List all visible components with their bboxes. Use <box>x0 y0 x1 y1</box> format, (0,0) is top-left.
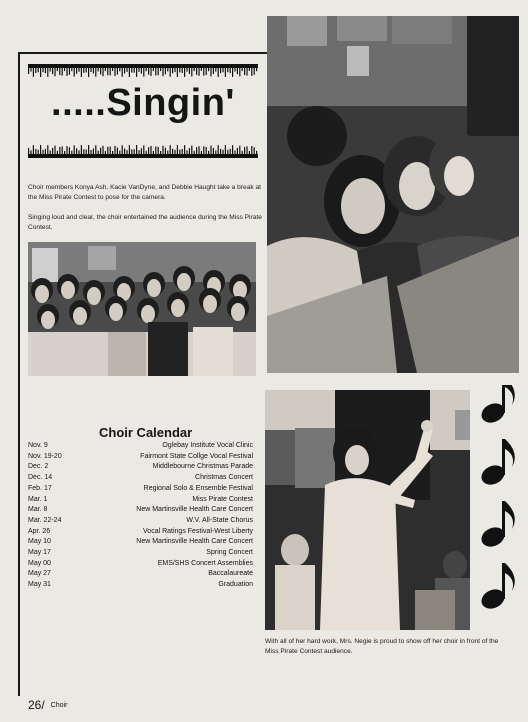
page-title: .....Singin' <box>51 82 235 124</box>
calendar-date: Mar. 8 <box>28 506 48 514</box>
section-name: Choir <box>50 702 68 709</box>
calendar-event: Graduation <box>218 581 253 589</box>
calendar-row <box>28 569 253 579</box>
calendar-row <box>28 484 253 494</box>
calendar-date: Apr. 26 <box>28 527 51 535</box>
photo-choir-singing <box>28 242 256 376</box>
calendar-date: May 31 <box>28 581 51 589</box>
calendar-date: Mar. 22-24 <box>28 516 62 524</box>
music-notes-decoration <box>478 385 522 635</box>
calendar-row <box>28 441 253 451</box>
calendar-date: May 27 <box>28 570 51 578</box>
calendar-row <box>28 452 253 462</box>
calendar-event: EMS/SHS Concert Assemblies <box>157 559 253 567</box>
calendar-event: New Martinsville Health Care Concert <box>136 506 253 514</box>
calendar-event: Baccalaureate <box>208 570 253 578</box>
calendar-date: Dec. 14 <box>28 474 53 482</box>
calendar-event: Christmas Concert <box>195 474 253 482</box>
calendar-row <box>28 495 253 505</box>
calendar-event: W.V. All-State Chorus <box>186 516 253 524</box>
calendar-date: Dec. 2 <box>28 463 49 471</box>
calendar-date: Mar. 1 <box>28 495 48 503</box>
calendar-row <box>28 548 253 558</box>
caption-choir-members: Choir members Konya Ash, Kacie VanDyne, and Debbie Haught take a break at the Miss Pirate Contest to pose for the camera. <box>28 184 261 201</box>
calendar-event: New Martinsville Health Care Concert <box>136 538 253 546</box>
caption-director: With all of her hard work, Mrs. Negie is proud to show off her choir in front of the Miss Pirate Contest audience. <box>265 638 499 655</box>
calendar-row <box>28 473 253 483</box>
photo-girls-in-audience <box>267 16 519 373</box>
calendar-heading: Choir Calendar <box>99 425 193 440</box>
calendar-date: May 10 <box>28 538 51 546</box>
calendar-date: May 00 <box>28 559 51 567</box>
fringe-divider-top <box>28 64 258 78</box>
calendar-row <box>28 516 253 526</box>
fringe-divider-bottom <box>28 144 258 158</box>
page-number: 26/ <box>28 698 45 712</box>
calendar-event: Fairmont State Collge Vocal Festival <box>140 452 253 460</box>
calendar-event: Oglebay Institute Vocal Clinic <box>162 442 253 449</box>
calendar-row <box>28 580 253 590</box>
calendar-row <box>28 559 253 569</box>
calendar-event: Regional Solo & Ensemble Festival <box>143 484 253 492</box>
calendar-event: Spring Concert <box>206 549 253 556</box>
calendar-row <box>28 527 253 537</box>
calendar-event: Middlebourne Christmas Parade <box>152 463 253 471</box>
calendar-date: Nov. 19-20 <box>28 452 62 460</box>
calendar-row <box>28 537 253 547</box>
page-footer <box>28 698 67 712</box>
caption-singing: Singing loud and clear, the choir entertained the audience during the Miss Pirate Contest. <box>28 214 262 231</box>
calendar-date: May 17 <box>28 549 51 556</box>
calendar-row <box>28 505 253 515</box>
calendar-event: Miss Pirate Contest <box>192 495 253 503</box>
calendar-row <box>28 462 253 472</box>
photo-director-conducting <box>265 390 470 630</box>
calendar-event: Vocal Ratings Festival-West Liberty <box>143 527 253 535</box>
calendar-date: Feb. 17 <box>28 484 52 492</box>
calendar-date: Nov. 9 <box>28 442 48 449</box>
